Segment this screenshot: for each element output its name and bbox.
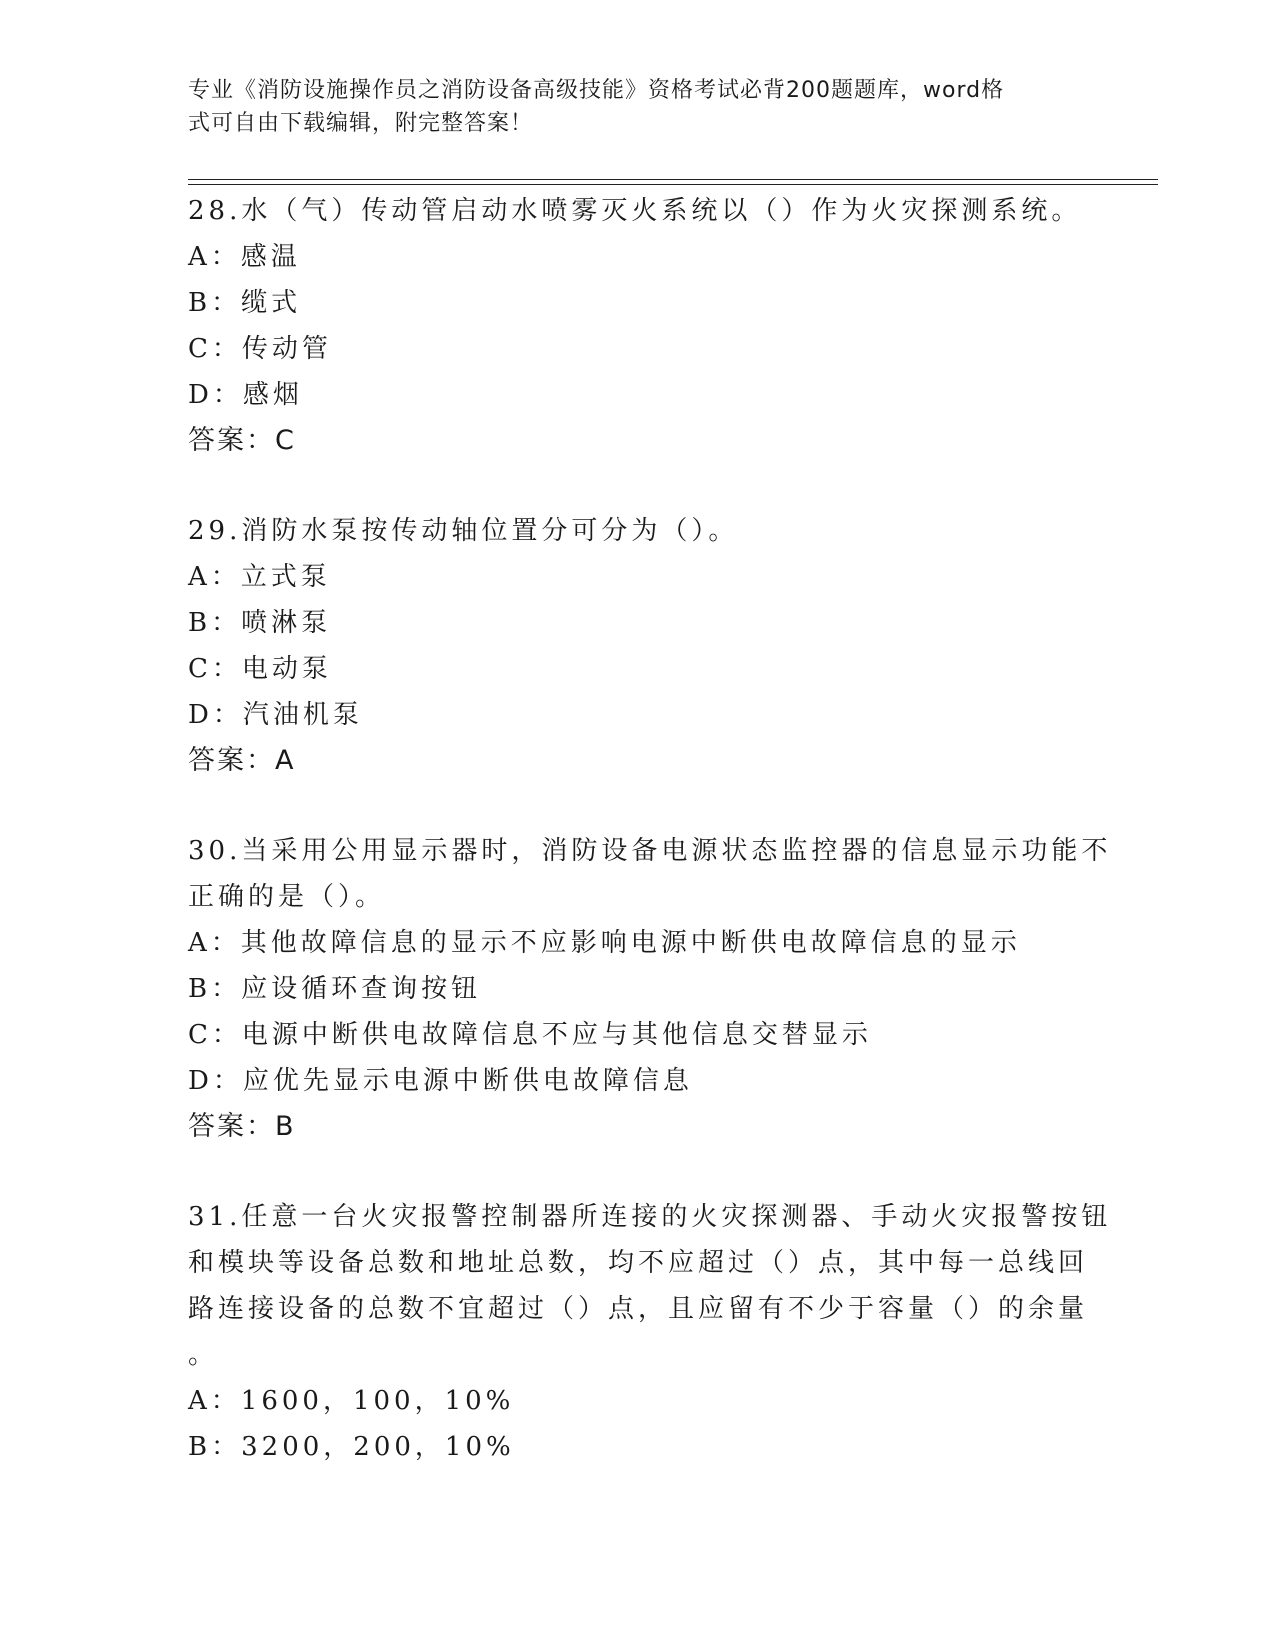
option-d: D：感烟 xyxy=(188,380,303,410)
option-a: A：其他故障信息的显示不应影响电源中断供电故障信息的显示 xyxy=(188,928,1021,958)
option-a: A：感温 xyxy=(188,242,301,272)
header-line-1: 专业《消防设施操作员之消防设备高级技能》资格考试必背200题题库，word格 xyxy=(188,78,1005,103)
question-31 xyxy=(188,1194,1112,1470)
answer: 答案：C xyxy=(188,425,296,456)
question-stem: 28.水（气）传动管启动水喷雾灭火系统以（）作为火灾探测系统。 xyxy=(188,196,1082,226)
option-b: B：应设循环查询按钮 xyxy=(188,974,482,1004)
question-stem-line-2: 和模块等设备总数和地址总数，均不应超过（）点，其中每一总线回 xyxy=(188,1248,1089,1278)
question-stem-line-1: 31.任意一台火灾报警控制器所连接的火灾探测器、手动火灾报警按钮 xyxy=(188,1202,1112,1232)
option-c: C：传动管 xyxy=(188,334,332,364)
header-divider-bottom xyxy=(188,184,1158,185)
header-divider-top xyxy=(188,179,1158,180)
question-30 xyxy=(188,828,1112,1150)
answer: 答案：B xyxy=(188,1111,296,1142)
answer: 答案：A xyxy=(188,745,296,776)
option-b: B：缆式 xyxy=(188,288,302,318)
option-b: B：3200，200，10% xyxy=(188,1432,515,1462)
question-stem-line-2: 正确的是（）。 xyxy=(188,882,386,912)
option-c: C：电源中断供电故障信息不应与其他信息交替显示 xyxy=(188,1020,872,1050)
question-stem-line-4: 。 xyxy=(188,1340,219,1370)
option-a: A：立式泵 xyxy=(188,562,331,592)
question-list xyxy=(188,188,1112,1514)
question-stem-line-3: 路连接设备的总数不宜超过（）点，且应留有不少于容量（）的余量 xyxy=(188,1294,1089,1324)
question-stem-line-1: 30.当采用公用显示器时，消防设备电源状态监控器的信息显示功能不 xyxy=(188,836,1112,866)
option-a: A：1600，100，10% xyxy=(188,1386,515,1416)
question-stem: 29.消防水泵按传动轴位置分可分为（）。 xyxy=(188,516,739,546)
question-28 xyxy=(188,188,1088,464)
option-c: C：电动泵 xyxy=(188,654,332,684)
option-b: B：喷淋泵 xyxy=(188,608,332,638)
question-29 xyxy=(188,508,1088,784)
option-d: D：汽油机泵 xyxy=(188,700,363,730)
header-line-2: 式可自由下载编辑，附完整答案！ xyxy=(188,111,534,136)
document-header xyxy=(188,74,1068,140)
option-d: D：应优先显示电源中断供电故障信息 xyxy=(188,1066,693,1096)
